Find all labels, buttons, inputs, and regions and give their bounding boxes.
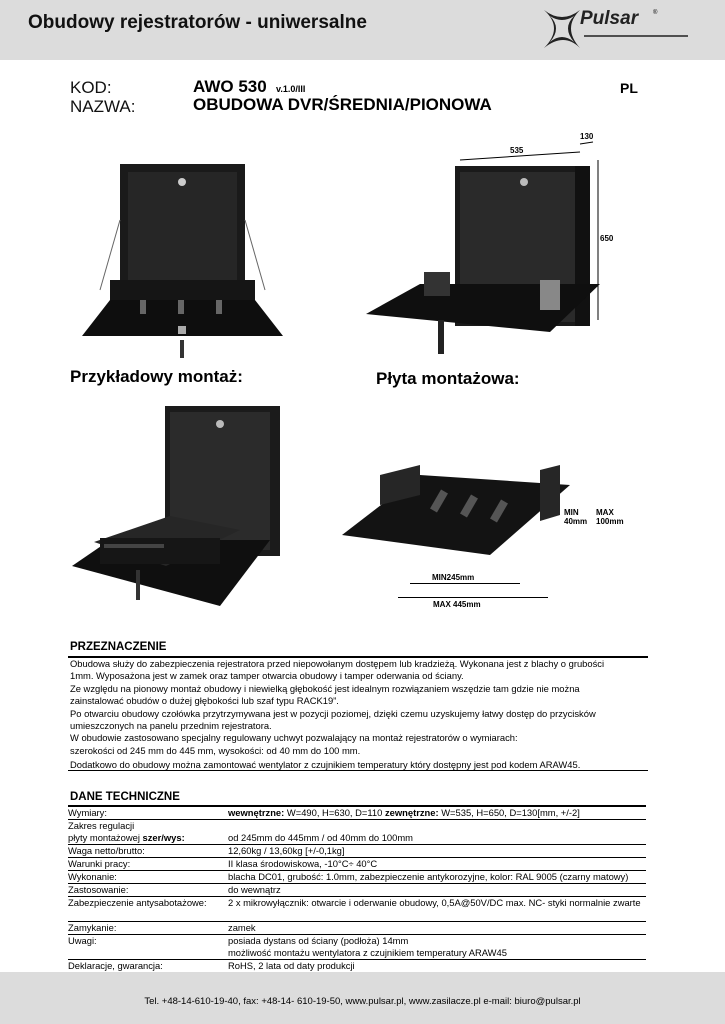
row-key: Wymiary: [68, 807, 107, 818]
purpose-line: Dodatkowo do obudowy można zamontować wentylator z czujnikiem temperatury który dostępny jest pod kodem ARAW45. [70, 759, 581, 771]
dim-min-height: MIN 40mm [564, 508, 588, 526]
purpose-line: Ze względu na pionowy montaż obudowy i niewielką głębokość jest idealnym rozwiązaniem wszędzie tam gdzie nie można [70, 682, 580, 694]
table-row [68, 807, 646, 820]
product-code: AWO 530 [193, 77, 267, 96]
mounting-plate-heading: Płyta montażowa: [376, 369, 520, 388]
footer-contact: Tel. +48-14-610-19-40, fax: +48-14- 610-19-50, www.pulsar.pl, www.zasilacze.pl e-mail: biuro@pulsar.pl [144, 996, 581, 1007]
table-row: Zabezpieczenie antysabotażowe: 2 x mikrowyłącznik: otwarcie i oderwanie obudowy, 0,5A@50V/DC max. NC- styki normalnie zwarte [68, 897, 646, 922]
purpose-line: 1mm. Wyposażona jest w zamek oraz tamper otwarcia obudowy i tamper oderwania od ściany. [70, 670, 464, 682]
example-mount-image [70, 390, 290, 612]
purpose-line: W obudowie zastosowano specjalny regulowany uchwyt pozwalający na montaż rejestratorów o wymiarach: [70, 732, 518, 744]
purpose-text [70, 658, 650, 772]
dim-max-width: MAX 445mm [433, 600, 481, 609]
purpose-bottom-rule [68, 770, 648, 771]
dim-min-width-line [410, 583, 520, 584]
purpose-line: umieszczonych na panelu przednim rejestratora. [70, 720, 272, 732]
tech-heading: DANE TECHNICZNE [70, 791, 180, 803]
nazwa-label: NAZWA: [70, 97, 136, 116]
page-title: Obudowy rejestratorów - uniwersalne [28, 12, 367, 33]
table-row: Wykonanie: blacha DC01, grubość: 1.0mm, zabezpieczenie antykorozyjne, kolor: RAL 9005 (czarny matowy) [68, 871, 646, 884]
registered-mark: ® [653, 10, 658, 16]
dim-max-width-line [398, 597, 548, 598]
mounting-plate-image [340, 455, 590, 575]
purpose-line: Po otwarciu obudowy czołówka przytrzymywana jest w pozycji poziomej, dzięki czemu uzyskujemy łatwy dostęp do przycisków [70, 707, 596, 719]
dim-min-width: MIN245mm [432, 573, 475, 582]
table-row [68, 820, 646, 845]
table-row: Waga netto/brutto: 12,60kg / 13,60kg [+/-0,1kg] [68, 845, 646, 858]
table-row: Warunki pracy: II klasa środowiskowa, -10°C÷ 40°C [68, 858, 646, 871]
product-name: OBUDOWA DVR/ŚREDNIA/PIONOWA [193, 95, 492, 114]
dim-height-label: 650 [600, 234, 614, 243]
table-row: Deklaracje, gwarancja: RoHS, 2 lata od daty produkcji [68, 960, 355, 971]
table-row: Uwagi: posiada dystans od ściany (podłoża) 14mm możliwość montażu wentylatora z czujnikiem temperatury ARAW45 [68, 935, 646, 960]
table-row: Zamykanie: zamek [68, 922, 646, 935]
row-value: od 245mm do 445mm / od 40mm do 100mm [228, 832, 413, 843]
row-key: Zakres regulacji płyty montażowej szer/wys: [68, 820, 185, 843]
dim-max-height: MAX 100mm [596, 508, 624, 526]
cabinet-dimensions-image [360, 130, 640, 365]
kod-label: KOD: [70, 78, 112, 97]
row-value: wewnętrzne: W=490, H=630, D=110 zewnętrzne: W=535, H=650, D=130[mm, +/-2] [228, 807, 580, 818]
purpose-line: szerokości od 245 mm do 445 mm, wysokości: od 40 mm do 100 mm. [70, 744, 361, 756]
language-code: PL [620, 80, 638, 96]
purpose-line: zainstalować obudów o dużej głębokości lub szaf typu RACK19”. [70, 695, 339, 707]
dim-depth-label: 130 [580, 132, 594, 141]
purpose-line: Obudowa służy do zabezpieczenia rejestratora przed niepowołanym dostępem lub kradzieżą. Wykonana jest z blachy o grubości [70, 658, 605, 669]
dim-width-label: 535 [510, 146, 524, 155]
table-row: Zastosowanie: do wewnątrz [68, 884, 646, 897]
logo-text: Pulsar [580, 8, 639, 29]
cabinet-open-front-image [80, 160, 285, 360]
example-mount-heading: Przykładowy montaż: [70, 367, 243, 386]
purpose-heading: PRZEZNACZENIE [70, 641, 167, 653]
product-version: v.1.0/III [276, 84, 306, 94]
